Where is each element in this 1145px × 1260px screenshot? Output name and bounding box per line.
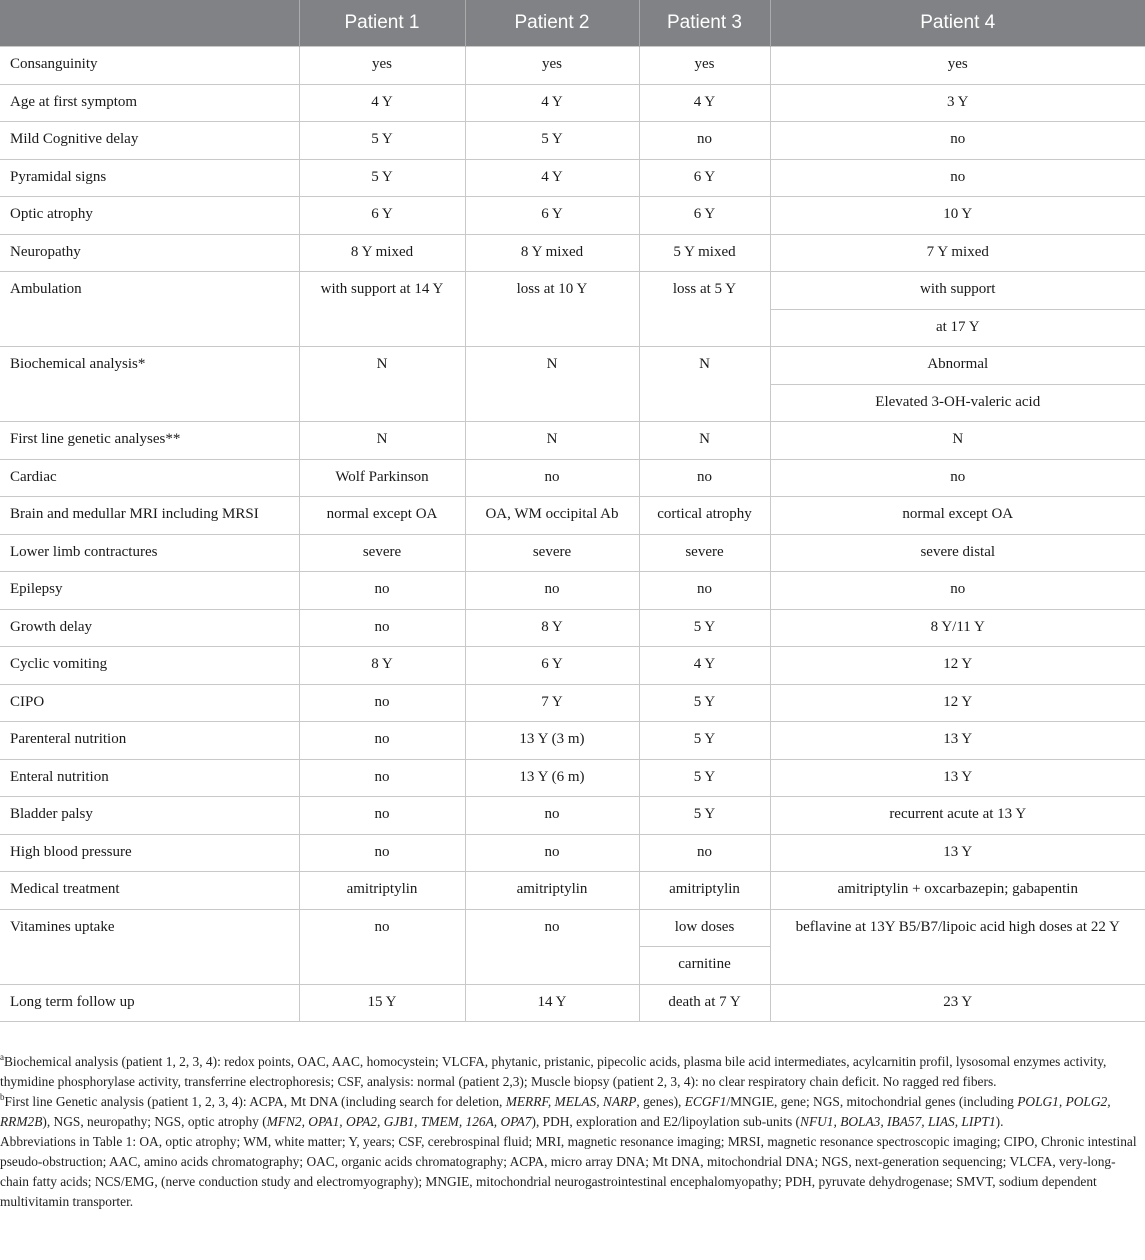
cell-p3-line1: low doses [639, 909, 770, 947]
table-row [0, 759, 1145, 797]
cell-p3: amitriptylin [639, 872, 770, 910]
footnote-b-genes: ECGF1 [684, 1094, 727, 1109]
footnote-b-text: ). [995, 1114, 1004, 1129]
footnote-b-genes: MFN2, OPA1, OPA2, GJB1, TMEM, 126A, OPA7 [266, 1114, 532, 1129]
cell-p3: N [639, 347, 770, 422]
cell-p3: 5 Y [639, 684, 770, 722]
table-row [0, 609, 1145, 647]
footnote-a [0, 1052, 1140, 1092]
cell-p3: 4 Y [639, 84, 770, 122]
cell-p3: 5 Y [639, 722, 770, 760]
row-label: Long term follow up [0, 984, 299, 1022]
cell-p4: beflavine at 13Y B5/B7/lipoic acid high doses at 22 Y [770, 909, 1145, 984]
cell-p2: no [465, 572, 639, 610]
cell-p4: N [770, 422, 1145, 460]
cell-p3: no [639, 834, 770, 872]
cell-p1: 5 Y [299, 159, 465, 197]
cell-p2: amitriptylin [465, 872, 639, 910]
table-row [0, 834, 1145, 872]
footnote-b-genes: POLG1, POLG2, RRM2B [0, 1094, 1111, 1129]
cell-p1: no [299, 572, 465, 610]
footnote-a-text: Biochemical analysis (patient 1, 2, 3, 4): redox points, OAC, AAC, homocystein; VLCFA, phytanic, pristanic, pipecolic acids, plasma bile acid intermediates, acylcarnitin profil, lysosomal enzymes activity, thymidine phosphorylase activity, transferrine electrophoresis; CSF, analysis: normal (patient 2,3); Muscle biopsy (patient 2, 3, 4): no clear respiratory chain deficit. No ragged red fibers. [0, 1054, 1107, 1089]
table-row [0, 347, 1145, 385]
table-row [0, 984, 1145, 1022]
cell-p2: OA, WM occipital Ab [465, 497, 639, 535]
cell-p2: no [465, 459, 639, 497]
row-label: Enteral nutrition [0, 759, 299, 797]
cell-p2: 13 Y (6 m) [465, 759, 639, 797]
cell-p3: N [639, 422, 770, 460]
header-patient-3: Patient 3 [639, 0, 770, 47]
cell-p1: severe [299, 534, 465, 572]
cell-p4: 3 Y [770, 84, 1145, 122]
footnote-b-text: ), NGS, neuropathy; NGS, optic atrophy ( [42, 1114, 267, 1129]
table-row [0, 797, 1145, 835]
cell-p4: severe distal [770, 534, 1145, 572]
cell-p3: loss at 5 Y [639, 272, 770, 347]
cell-p2: 6 Y [465, 647, 639, 685]
row-label: First line genetic analyses** [0, 422, 299, 460]
cell-p4-line1: with support [770, 272, 1145, 310]
row-label: CIPO [0, 684, 299, 722]
footnote-b-text: First line Genetic analysis (patient 1, 2, 3, 4): ACPA, Mt DNA (including search for deletion, [4, 1094, 506, 1109]
cell-p3: 5 Y [639, 609, 770, 647]
cell-p3-line2: carnitine [639, 947, 770, 985]
cell-p4: 7 Y mixed [770, 234, 1145, 272]
footnote-b-text: , genes), [636, 1094, 685, 1109]
cell-p2: 4 Y [465, 159, 639, 197]
header-patient-1: Patient 1 [299, 0, 465, 47]
table-row [0, 122, 1145, 160]
cell-p4: normal except OA [770, 497, 1145, 535]
cell-p2: 13 Y (3 m) [465, 722, 639, 760]
cell-p4: 23 Y [770, 984, 1145, 1022]
row-label: Vitamines uptake [0, 909, 299, 984]
cell-p3: 4 Y [639, 647, 770, 685]
cell-p1: 5 Y [299, 122, 465, 160]
row-label: Consanguinity [0, 47, 299, 85]
row-label: Mild Cognitive delay [0, 122, 299, 160]
cell-p2: no [465, 834, 639, 872]
row-label: Pyramidal signs [0, 159, 299, 197]
cell-p1: Wolf Parkinson [299, 459, 465, 497]
cell-p2: no [465, 909, 639, 984]
cell-p2: 6 Y [465, 197, 639, 235]
cell-p4: no [770, 159, 1145, 197]
row-label: Bladder palsy [0, 797, 299, 835]
cell-p3: 5 Y [639, 759, 770, 797]
table-row [0, 197, 1145, 235]
row-label: Biochemical analysis* [0, 347, 299, 422]
cell-p3: death at 7 Y [639, 984, 770, 1022]
cell-p2: loss at 10 Y [465, 272, 639, 347]
cell-p1: no [299, 722, 465, 760]
table-row [0, 422, 1145, 460]
cell-p2: 4 Y [465, 84, 639, 122]
cell-p2: no [465, 797, 639, 835]
cell-p1: 4 Y [299, 84, 465, 122]
cell-p3: cortical atrophy [639, 497, 770, 535]
cell-p4: no [770, 459, 1145, 497]
footnote-b [0, 1092, 1140, 1132]
cell-p2: 14 Y [465, 984, 639, 1022]
cell-p4: 12 Y [770, 647, 1145, 685]
cell-p4: no [770, 572, 1145, 610]
cell-p4-line2: Elevated 3-OH-valeric acid [770, 384, 1145, 422]
table-row [0, 722, 1145, 760]
cell-p1: no [299, 797, 465, 835]
table-row [0, 159, 1145, 197]
cell-p3: severe [639, 534, 770, 572]
table-row [0, 684, 1145, 722]
cell-p3: 5 Y [639, 797, 770, 835]
cell-p3: 5 Y mixed [639, 234, 770, 272]
table-row [0, 47, 1145, 85]
cell-p1: amitriptylin [299, 872, 465, 910]
table-row [0, 647, 1145, 685]
header-empty [0, 0, 299, 47]
cell-p3: 6 Y [639, 197, 770, 235]
row-label: Ambulation [0, 272, 299, 347]
table-row [0, 272, 1145, 310]
table-body [0, 47, 1145, 1022]
cell-p4: 10 Y [770, 197, 1145, 235]
cell-p2: yes [465, 47, 639, 85]
row-label: Growth delay [0, 609, 299, 647]
table-row [0, 534, 1145, 572]
header-patient-4: Patient 4 [770, 0, 1145, 47]
cell-p4: 13 Y [770, 722, 1145, 760]
table-row [0, 572, 1145, 610]
cell-p4: 8 Y/11 Y [770, 609, 1145, 647]
table-footnotes [0, 1052, 1140, 1212]
cell-p1: with support at 14 Y [299, 272, 465, 347]
cell-p4: amitriptylin + oxcarbazepin; gabapentin [770, 872, 1145, 910]
cell-p2: 8 Y mixed [465, 234, 639, 272]
row-label: High blood pressure [0, 834, 299, 872]
cell-p1: N [299, 422, 465, 460]
cell-p2: 7 Y [465, 684, 639, 722]
cell-p4-line1: Abnormal [770, 347, 1145, 385]
header-patient-2: Patient 2 [465, 0, 639, 47]
cell-p1: no [299, 609, 465, 647]
row-label: Lower limb contractures [0, 534, 299, 572]
cell-p4: 13 Y [770, 834, 1145, 872]
abbreviations-note: Abbreviations in Table 1: OA, optic atrophy; WM, white matter; Y, years; CSF, cerebrospinal fluid; MRI, magnetic resonance imaging; MRSI, magnetic resonance spectroscopic imaging; CIPO, Chronic intestinal pseudo-obstruction; AAC, amino acids chromatography; OAC, organic acids chromatography; ACPA, micro array DNA; Mt DNA, mitochondrial DNA; NGS, next-generation sequencing; VLCFA, very-long-chain fatty acids; NCS/EMG, (nerve conduction study and electromyography); MNGIE, mitochondrial neurogastrointestinal encephalomyopathy; PDH, pyruvate dehydrogenase; SMVT, sodium dependent multivitamin transporter. [0, 1134, 1137, 1209]
cell-p2: N [465, 422, 639, 460]
row-label: Parenteral nutrition [0, 722, 299, 760]
footnote-b-text: ), PDH, exploration and E2/lipoylation sub-units ( [531, 1114, 801, 1129]
table-header [0, 0, 1145, 47]
table-row [0, 872, 1145, 910]
row-label: Cyclic vomiting [0, 647, 299, 685]
cell-p3: no [639, 459, 770, 497]
cell-p1: no [299, 909, 465, 984]
cell-p1: 6 Y [299, 197, 465, 235]
row-label: Epilepsy [0, 572, 299, 610]
cell-p2: 8 Y [465, 609, 639, 647]
row-label: Age at first symptom [0, 84, 299, 122]
cell-p2: severe [465, 534, 639, 572]
row-label: Brain and medullar MRI including MRSI [0, 497, 299, 535]
cell-p1: no [299, 684, 465, 722]
row-label: Optic atrophy [0, 197, 299, 235]
table-row [0, 234, 1145, 272]
row-label: Neuropathy [0, 234, 299, 272]
cell-p3: yes [639, 47, 770, 85]
cell-p4: recurrent acute at 13 Y [770, 797, 1145, 835]
cell-p2: 5 Y [465, 122, 639, 160]
row-label: Cardiac [0, 459, 299, 497]
row-label: Medical treatment [0, 872, 299, 910]
cell-p1: 15 Y [299, 984, 465, 1022]
cell-p3: 6 Y [639, 159, 770, 197]
cell-p4: 13 Y [770, 759, 1145, 797]
footnote-a-mark: a [0, 1052, 4, 1062]
cell-p1: N [299, 347, 465, 422]
cell-p4: 12 Y [770, 684, 1145, 722]
cell-p2: N [465, 347, 639, 422]
cell-p1: 8 Y mixed [299, 234, 465, 272]
cell-p4: no [770, 122, 1145, 160]
footnote-b-genes: MERRF, MELAS, NARP [505, 1094, 637, 1109]
table-row [0, 909, 1145, 947]
cell-p3: no [639, 572, 770, 610]
table-row [0, 459, 1145, 497]
cell-p1: no [299, 834, 465, 872]
cell-p4-line2: at 17 Y [770, 309, 1145, 347]
table-row [0, 84, 1145, 122]
cell-p1: 8 Y [299, 647, 465, 685]
cell-p1: no [299, 759, 465, 797]
cell-p4: yes [770, 47, 1145, 85]
footnote-b-mark: b [0, 1092, 5, 1102]
cell-p1: normal except OA [299, 497, 465, 535]
cell-p1: yes [299, 47, 465, 85]
footnote-b-genes: NFU1, BOLA3, IBA57, LIAS, LIPT1 [800, 1114, 996, 1129]
table-row [0, 497, 1145, 535]
cell-p3: no [639, 122, 770, 160]
footnote-b-text: /MNGIE, gene; NGS, mitochondrial genes (including [726, 1094, 1018, 1109]
